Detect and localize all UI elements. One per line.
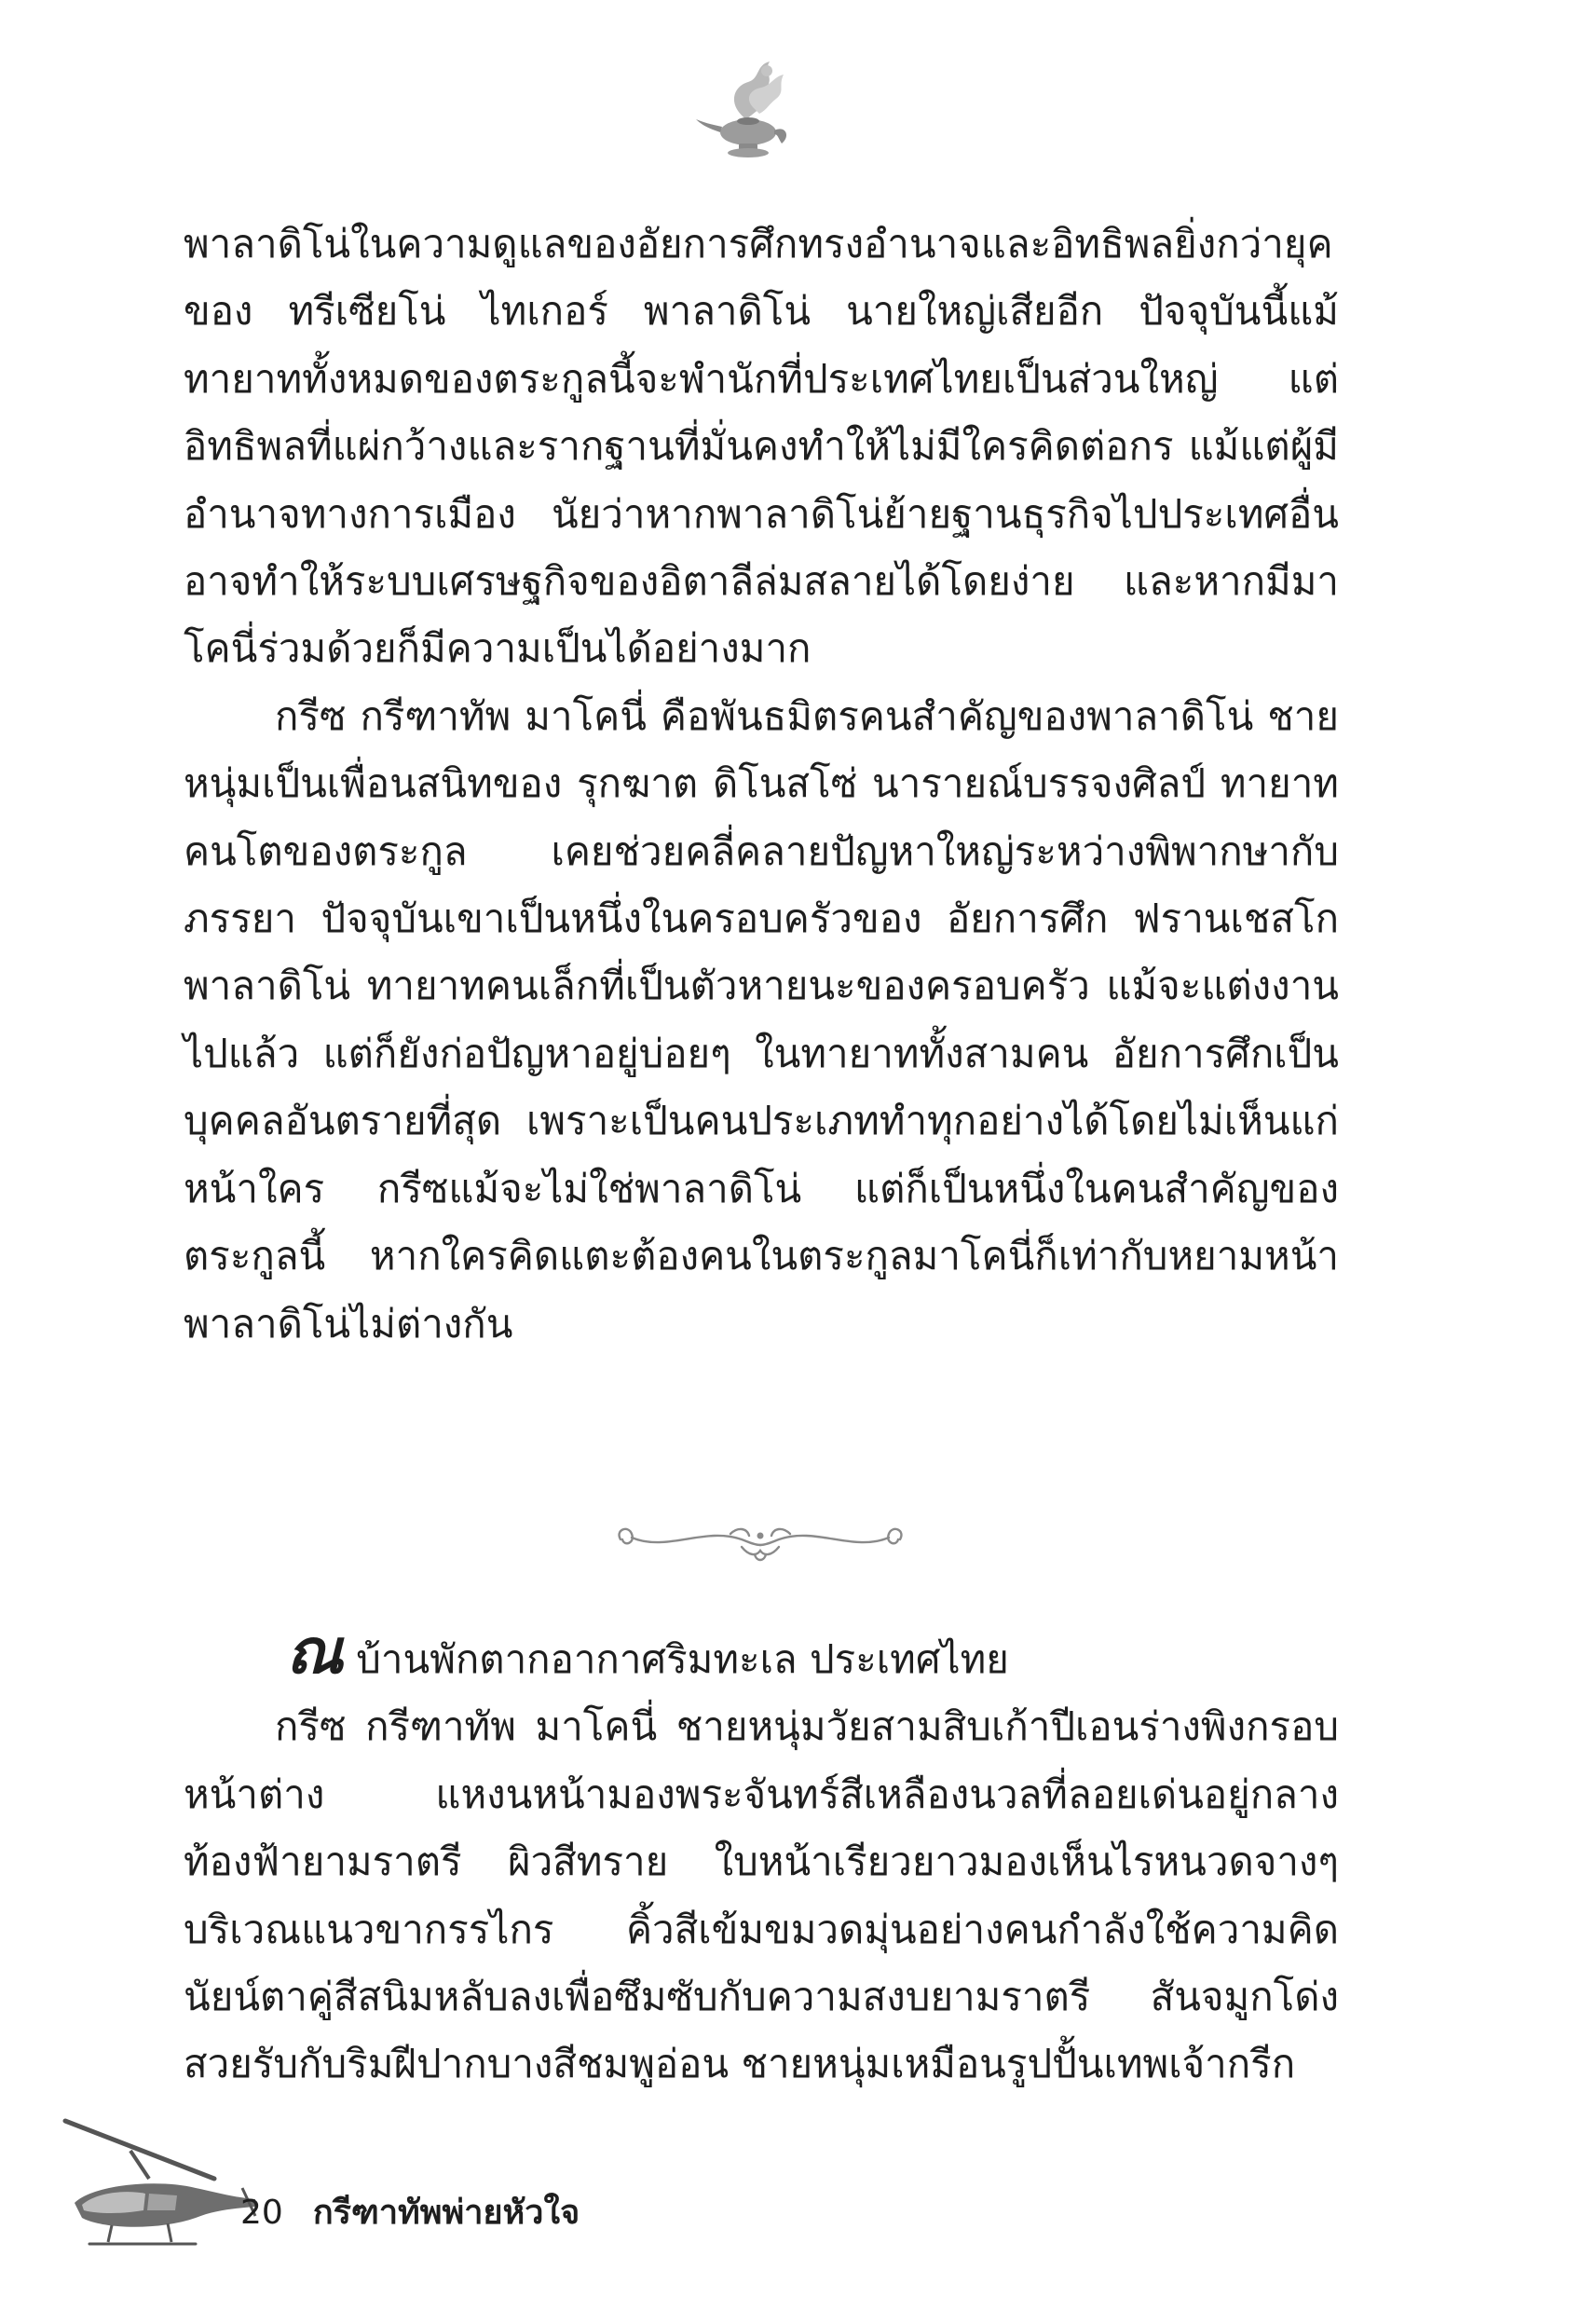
page-footer — [240, 2185, 580, 2238]
paragraph-1: พาลาดิโน่ในความดูแลของอัยการศึกทรงอำนาจและอิทธิพลยิ่งกว่ายุคของ ทรีเซียโน่ ไทเกอร์ พาลาดิโน่ นายใหญ่เสียอีก ปัจจุบันนี้แม้ทายาททั้งหมดของตระกูลนี้จะพำนักที่ประเทศไทยเป็นส่วนใหญ่ แต่อิทธิพลที่แผ่กว้างและรากฐานที่มั่นคงทำให้ไม่มีใครคิดต่อกร แม้แต่ผู้มีอำนาจทางการเมือง นัยว่าหากพาลาดิโน่ย้ายฐานธุรกิจไปประเทศอื่นอาจทำให้ระบบเศรษฐกิจของอิตาลีล่มสลายได้โดยง่าย และหากมีมาโคนี่ร่วมด้วยก็มีความเป็นได้อย่างมาก — [184, 221, 1339, 672]
helicopter-icon — [56, 2113, 270, 2263]
main-text-block — [184, 211, 1339, 1358]
paragraph-2: กรีซ กรีฑาทัพ มาโคนี่ คือพันธมิตรคนสำคัญของพาลาดิโน่ ชายหนุ่มเป็นเพื่อนสนิทของ รุกฆาต ดิโนสโซ่ นารายณ์บรรจงศิลป์ ทายาทคนโตของตระกูล เคยช่วยคลี่คลายปัญหาใหญ่ระหว่างพิพากษากับภรรยา ปัจจุบันเขาเป็นหนึ่งในครอบครัวของ อัยการศึก ฟรานเชสโก พาลาดิโน่ ทายาทคนเล็กที่เป็นตัวหายนะของครอบครัว แม้จะแต่งงานไปแล้ว แต่ก็ยังก่อปัญหาอยู่บ่อยๆ ในทายาททั้งสามคน อัยการศึกเป็นบุคคลอันตรายที่สุด เพราะเป็นคนประเภททำทุกอย่างได้โดยไม่เห็นแก่หน้าใคร กรีซแม้จะไม่ใช่พาลาดิโน่ แต่ก็เป็นหนึ่งในคนสำคัญของตระกูลนี้ หากใครคิดแตะต้องคนในตระกูลมาโคนี่ก็เท่ากับหยามหน้าพาลาดิโน่ไม่ต่างกัน — [184, 692, 1339, 1347]
book-title: กรีฑาทัพพ่ายหัวใจ — [312, 2194, 580, 2232]
scene-paragraph: กรีซ กรีฑาทัพ มาโคนี่ ชายหนุ่มวัยสามสิบเก้าปีเอนร่างพิงกรอบหน้าต่าง แหงนหน้ามองพระจันทร์สีเหลืองนวลที่ลอยเด่นอยู่กลางท้องฟ้ายามราตรี ผิวสีทราย ใบหน้าเรียวยาวมองเห็นไรหนวดจางๆ บริเวณแนวขากรรไกร คิ้วสีเข้มขมวดมุ่นอย่างคนกำลังใช้ความคิด นัยน์ตาคู่สีสนิมหลับลงเพื่อซึมซับกับความสงบยามราตรี สันจมูกโด่งสวยรับกับริมฝีปากบางสีชมพูอ่อน ชายหนุ่มเหมือนรูปปั้นเทพเจ้ากรีก — [184, 1703, 1339, 2087]
scene-heading — [184, 1615, 1339, 1693]
dropword: ณ — [286, 1615, 344, 1688]
genie-lamp-ornament-icon — [681, 54, 821, 166]
flourish-divider-icon — [602, 1508, 919, 1573]
scene-heading-text: บ้านพักตากอากาศริมทะเล ประเทศไทย — [356, 1636, 1009, 1682]
scene-text-block — [184, 1615, 1339, 2099]
page-number: 20 — [240, 2194, 283, 2232]
